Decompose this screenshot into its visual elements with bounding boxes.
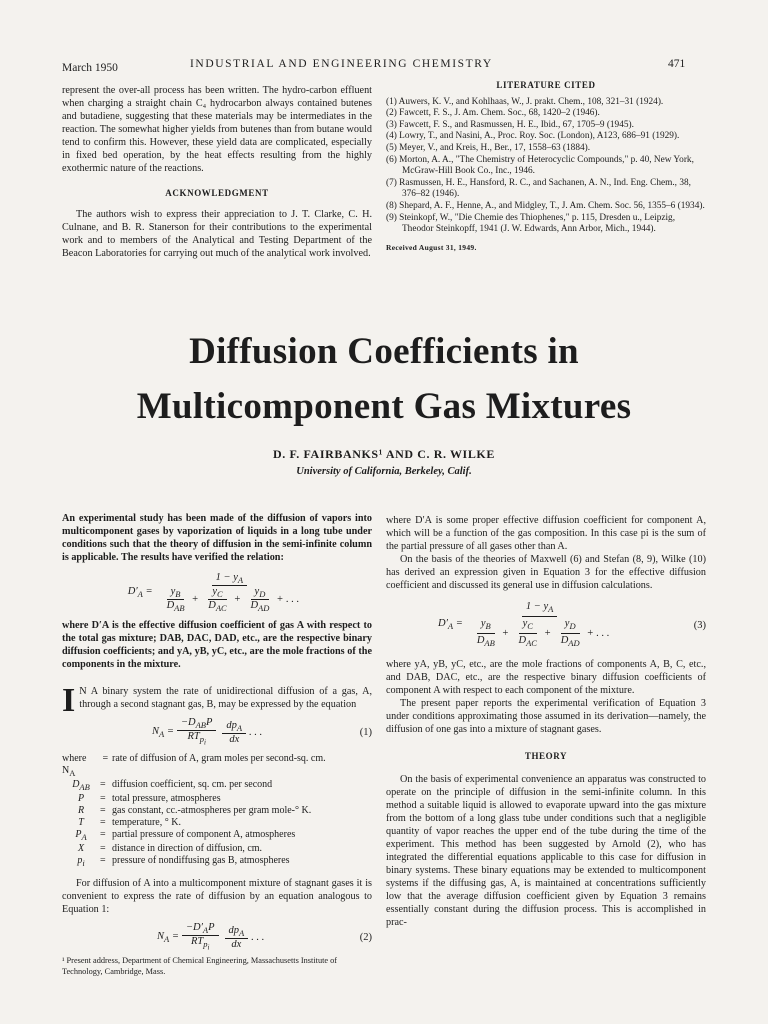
- equation-1-number: (1): [359, 726, 372, 738]
- right-para-1: where D′A is some proper effective diffusion coefficient for component A, which will be a function of the gas composition. In this case pi is the sum of the partial pressure of all gases other than A.: [386, 515, 706, 552]
- nomenclature-row: P = total pressure, atmospheres: [77, 793, 221, 805]
- equation-3: $D'_A$ = $1 - y_A$ $\frac{y_B}{D_{AB}}$ + $\frac{y_C}{D_{AC}}$ + $\frac{y_D}{D_{AD}}$ + . . . (3): [438, 601, 706, 649]
- acknowledgment-text: The authors wish to express their appreciation to J. T. Clarke, C. H. Culnane, and B. R. Stanerson for their contributions to the experimental work and to members of the Analytical and Testing Department of the Beacon Laboratories for carrying out much of the analytical work involved.: [62, 209, 372, 259]
- theory-heading: THEORY: [524, 751, 568, 762]
- nomenclature-row: $P_A$ = partial pressure of component A, atmospheres: [75, 829, 296, 843]
- reference-item: (7) Rasmussen, H. E., Hansford, R. C., and Sachanen, A. N., Ind. Eng. Chem., 38, 376–82 (1946).: [386, 177, 691, 200]
- intro-text: N A binary system the rate of unidirectional diffusion of a gas, A, through a second stagnant gas, B, may be expressed by the equation: [79, 686, 372, 711]
- nomenclature-row: X = distance in direction of diffusion, cm.: [77, 843, 263, 855]
- abstract-definitions: where D′A is the effective diffusion coefficient of gas A with respect to the total gas mixture; DAB, DAC, DAD, etc., are the respective binary diffusion coefficients; and yA, yB, yC, etc., are the mole fractions of the components in the mixture.: [62, 620, 372, 671]
- equation-3-number: (3): [693, 619, 706, 631]
- continued-paragraph: represent the over-all process has been written. The hydro-carbon effluent when charging a straight chain C₄ hydrocarbon always contained butenes and butadiene, suggesting that these materials may be intermediates in the reaction. The somewhat higher yields from butenes than from butane would tend to confirm this. However, these yield data are complicated, especially in fixed bed operation, by the heat effects resulting from the highly exothermic nature of the reactions.: [62, 85, 372, 174]
- article-affiliation: University of California, Berkeley, Calif.: [296, 466, 472, 477]
- abstract-intro: An experimental study has been made of the diffusion of vapors into multicomponent gases by vaporization of liquids in a long tube under conditions such that the theory of diffusion in the semi-infinite column is applicable. The results have verified the relation:: [62, 513, 372, 563]
- nomenclature-row: where $N_A$ = rate of diffusion of A, gram moles per second-sq. cm.: [62, 753, 326, 779]
- reference-item: (3) Fawcett, F. S., and Rasmussen, H. E., Ibid., 67, 1705–9 (1945).: [386, 119, 634, 130]
- equation-2-number: (2): [359, 931, 372, 943]
- title-line-2: Multicomponent Gas Mixtures: [136, 386, 632, 427]
- literature-heading: LITERATURE CITED: [496, 80, 596, 90]
- reference-item: (8) Shepard, A. F., Henne, A., and Midgley, T., J. Am. Chem. Soc. 56, 1355–6 (1934).: [386, 200, 705, 211]
- intro-paragraph: [62, 682, 372, 720]
- abstract-equation: $D'_A$ = $1 - y_A$ $\frac{y_B}{D_{AB}}$ + $\frac{y_C}{D_{AC}}$ + $\frac{y_D}{D_{AD}}$ + . . .: [127, 572, 300, 614]
- reference-item: (2) Fawcett, F. S., J. Am. Chem. Soc., 68, 1420–2 (1946).: [386, 108, 600, 119]
- right-column: [386, 514, 706, 929]
- acknowledgment-heading: ACKNOWLEDGMENT: [165, 188, 269, 198]
- nomenclature-row: R = gas constant, cc.-atmospheres per gram mole-° K.: [77, 805, 312, 817]
- nomenclature-row: T = temperature, ° K.: [78, 817, 181, 829]
- drop-cap: I: [62, 682, 76, 720]
- reference-item: (6) Morton, A. A., "The Chemistry of Heterocyclic Compounds," p. 40, New York, McGraw-Hill Book Co., Inc., 1946.: [386, 154, 694, 177]
- nomenclature-row: $D_{AB}$ = diffusion coefficient, sq. cm. per second: [72, 779, 273, 793]
- footnote: ¹ Present address, Department of Chemical Engineering, Massachusetts Institute of Technology, Cambridge, Mass.: [62, 956, 338, 976]
- literature-cited: [386, 80, 706, 253]
- top-left-column: [62, 84, 372, 260]
- right-para-2: On the basis of the theories of Maxwell (6) and Stefan (8, 9), Wilke (10) has derived an expression given in Equation 3 for the effective diffusion coefficient and discussed its general use in diffusion calculations.: [386, 554, 706, 591]
- header-date: March 1950: [62, 62, 118, 74]
- reference-item: (9) Steinkopf, W., "Die Chemie des Thiophenes," p. 115, Dresden u., Leipzig, Theodor Steinkopff, 1941 (J. W. Edwards, Ann Arbor, Mich., 1944).: [386, 212, 676, 235]
- nomenclature-list: [62, 753, 372, 869]
- article-title: [0, 328, 768, 430]
- reference-item: (5) Meyer, V., and Kreis, H., Ber., 17, 1558–63 (1884).: [386, 142, 591, 153]
- reference-item: (1) Auwers, K. V., and Kohlhaas, W., J. prakt. Chem., 108, 321–31 (1924).: [386, 96, 664, 107]
- title-line-1: Diffusion Coefficients in: [189, 331, 579, 372]
- right-para-3: where yA, yB, yC, etc., are the mole fractions of components A, B, C, etc., and DAB, DAC, etc., are the respective binary diffusion coefficients of component A with respect to each component of the mixture.: [386, 659, 706, 697]
- article-authors: D. F. FAIRBANKS¹ AND C. R. WILKE: [273, 447, 495, 461]
- reference-item: (4) Lowry, T., and Nasini, A., Proc. Roy. Soc. (London), A123, 686–91 (1929).: [386, 131, 680, 142]
- right-para-4: The present paper reports the experimental verification of Equation 3 under conditions approximating those assumed in its derivation—namely, the diffusion of one gas into a mixture of stagnant gases.: [386, 698, 706, 736]
- page-number: 471: [668, 58, 686, 70]
- left-column: [62, 512, 372, 977]
- equation-2: $N_A$ = $\frac{-D'_AP}{RT_{p_i}}$ $\frac{dp_A}{dx}$ . . . (2): [157, 922, 372, 953]
- right-para-5: On the basis of experimental convenience an apparatus was constructed to operate on the principle of diffusion in the semi-infinite column. In this method a suitable liquid is allowed to evaporate upward into the gas mixture from the bottom of a long glass tube under conditions such that a negligible quantity of vapor reaches the upper end of the tube during the time of the experiment. This method has been suggested by Arnold (2), who has integrated the differential equations applicable to this case for diffusion in binary systems. These binary equations may be extended to multicomponent systems if the diffusing gas, A, is maintained at concentrations sufficiently low that the average diffusion coefficient given by Equation 3 remains essentially constant during the diffusion process. This is accomplished in prac-: [386, 774, 706, 929]
- received-date: Received August 31, 1949.: [386, 242, 477, 252]
- multicomponent-paragraph: For diffusion of A into a multicomponent mixture of stagnant gases it is convenient to express the rate of diffusion by an equation analogous to Equation 1:: [62, 878, 372, 916]
- equation-1: $N_A$ = $\frac{-D_{AB}P}{RT_{p_i}}$ $\frac{dp_A}{dx}$ . . . (1): [152, 717, 372, 748]
- journal-name: INDUSTRIAL AND ENGINEERING CHEMISTRY: [190, 58, 493, 70]
- nomenclature-row: $p_i$ = pressure of nondiffusing gas B, atmospheres: [77, 855, 290, 869]
